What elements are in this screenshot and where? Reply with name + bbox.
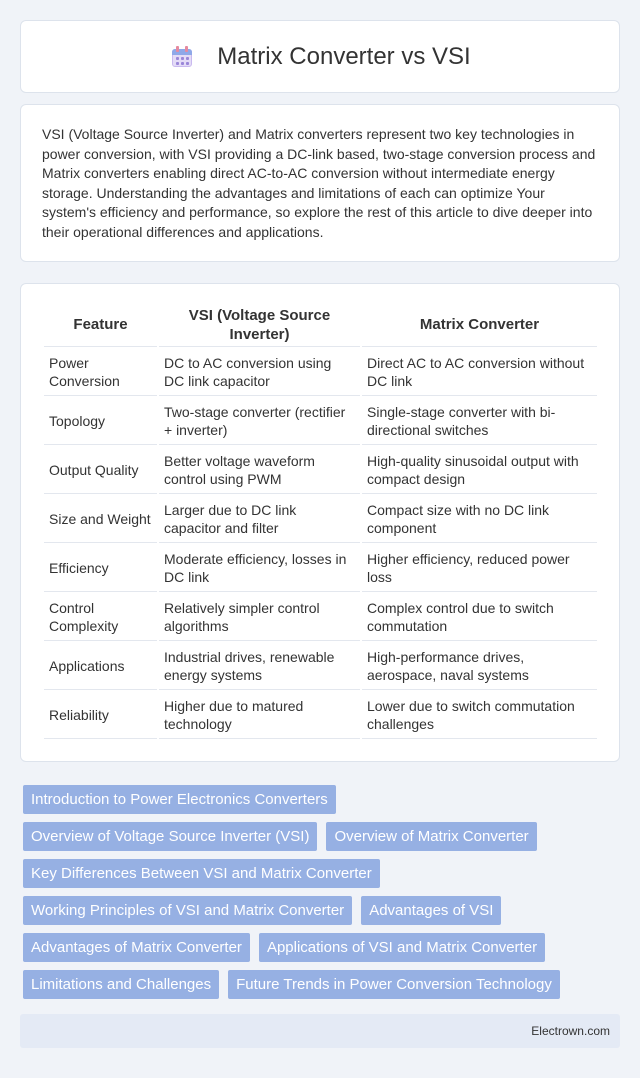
intro-paragraph: VSI (Voltage Source Inverter) and Matrix converters represent two key technologies in power conversion, with VSI providing a DC-link based, two-stage conversion process and Matrix converters enabling direct AC-to-AC conversion without intermediate energy storage. Understanding the advantages and limitations of each can optimize Your system's efficiency and performance, so explore the rest of this article to dive deeper into their operational differences and applications. [42, 126, 596, 240]
title-card [20, 20, 620, 93]
table-cell-matrix: Complex control due to switch commutation [362, 594, 597, 641]
column-header-vsi: VSI (Voltage Source Inverter) [159, 303, 360, 347]
table-row [44, 496, 597, 543]
calendar-icon [169, 44, 195, 70]
table-cell-feature: Efficiency [44, 545, 157, 592]
link-overview-matrix[interactable]: Overview of Matrix Converter [326, 822, 536, 851]
table-cell-matrix: Higher efficiency, reduced power loss [362, 545, 597, 592]
link-key-differences[interactable]: Key Differences Between VSI and Matrix Converter [23, 859, 380, 888]
table-cell-vsi: Better voltage waveform control using PWM [159, 447, 360, 494]
link-row [23, 785, 603, 814]
table-cell-vsi: Larger due to DC link capacitor and filter [159, 496, 360, 543]
table-cell-feature: Size and Weight [44, 496, 157, 543]
table-row [44, 545, 597, 592]
table-cell-feature: Reliability [44, 692, 157, 739]
comparison-table [42, 301, 599, 741]
table-cell-feature: Topology [44, 398, 157, 445]
column-header-feature: Feature [44, 303, 157, 347]
table-row [44, 349, 597, 396]
table-row [44, 447, 597, 494]
table-cell-matrix: Direct AC to AC conversion without DC link [362, 349, 597, 396]
table-cell-feature: Power Conversion [44, 349, 157, 396]
column-header-matrix: Matrix Converter [362, 303, 597, 347]
link-row [23, 822, 603, 851]
related-links [23, 785, 603, 1007]
link-future-trends[interactable]: Future Trends in Power Conversion Technology [228, 970, 560, 999]
footer-site-name: Electrown.com [531, 1024, 610, 1038]
link-applications[interactable]: Applications of VSI and Matrix Converter [259, 933, 545, 962]
table-cell-vsi: DC to AC conversion using DC link capacitor [159, 349, 360, 396]
table-row [44, 643, 597, 690]
table-cell-vsi: Moderate efficiency, losses in DC link [159, 545, 360, 592]
table-row [44, 594, 597, 641]
table-cell-matrix: Single-stage converter with bi-directional switches [362, 398, 597, 445]
link-row [23, 896, 603, 925]
intro-card [20, 104, 620, 262]
footer [20, 1014, 620, 1048]
table-cell-vsi: Relatively simpler control algorithms [159, 594, 360, 641]
table-cell-feature: Control Complexity [44, 594, 157, 641]
comparison-table-card [20, 283, 620, 762]
link-working-principles[interactable]: Working Principles of VSI and Matrix Converter [23, 896, 352, 925]
table-cell-feature: Output Quality [44, 447, 157, 494]
table-header-row [44, 303, 597, 347]
table-cell-vsi: Industrial drives, renewable energy systems [159, 643, 360, 690]
table-cell-matrix: Compact size with no DC link component [362, 496, 597, 543]
table-cell-vsi: Higher due to matured technology [159, 692, 360, 739]
table-cell-vsi: Two-stage converter (rectifier + inverter) [159, 398, 360, 445]
table-cell-matrix: High-quality sinusoidal output with compact design [362, 447, 597, 494]
link-limitations[interactable]: Limitations and Challenges [23, 970, 219, 999]
table-cell-matrix: Lower due to switch commutation challenges [362, 692, 597, 739]
table-row [44, 692, 597, 739]
link-row [23, 970, 603, 999]
table-cell-feature: Applications [44, 643, 157, 690]
table-cell-matrix: High-performance drives, aerospace, naval systems [362, 643, 597, 690]
link-advantages-matrix[interactable]: Advantages of Matrix Converter [23, 933, 250, 962]
link-intro-power-electronics[interactable]: Introduction to Power Electronics Converters [23, 785, 336, 814]
link-row [23, 933, 603, 962]
link-row [23, 859, 603, 888]
link-overview-vsi[interactable]: Overview of Voltage Source Inverter (VSI) [23, 822, 317, 851]
page-title: Matrix Converter vs VSI [217, 42, 471, 70]
link-advantages-vsi[interactable]: Advantages of VSI [361, 896, 501, 925]
table-row [44, 398, 597, 445]
